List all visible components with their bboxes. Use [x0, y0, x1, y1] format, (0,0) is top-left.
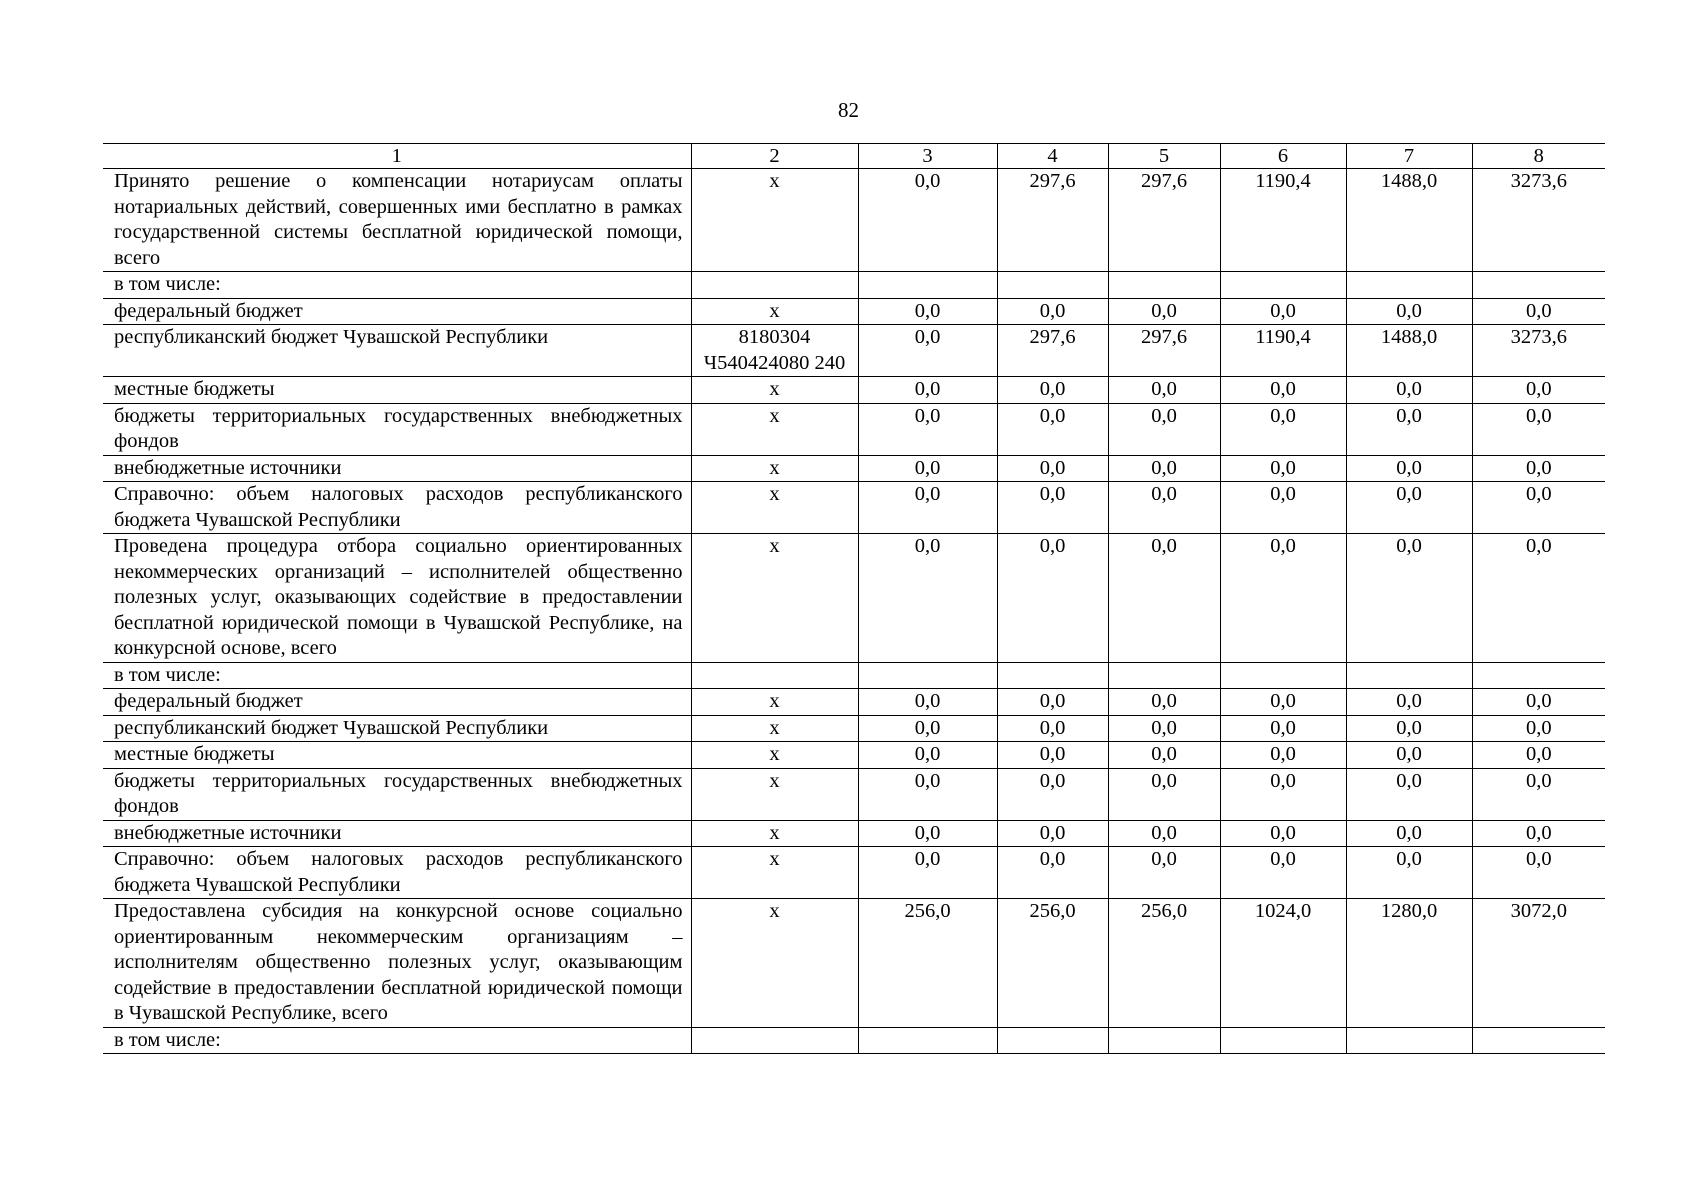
- budget-classification-code: х: [691, 689, 858, 716]
- value-cell: 0,0: [997, 768, 1108, 820]
- value-cell: 0,0: [1346, 298, 1472, 325]
- table-row: [103, 820, 1605, 847]
- table-row: [103, 662, 1605, 689]
- budget-classification-code: х: [691, 298, 858, 325]
- column-header: 7: [1346, 144, 1472, 169]
- table-row: [103, 482, 1605, 534]
- value-cell: 0,0: [1108, 742, 1220, 769]
- table-row: [103, 455, 1605, 482]
- budget-classification-code: х: [691, 742, 858, 769]
- value-cell: 0,0: [1346, 742, 1472, 769]
- table-row: [103, 534, 1605, 663]
- value-cell: 0,0: [858, 689, 997, 716]
- row-description: бюджеты территориальных государственных внебюджетных фондов: [103, 403, 691, 455]
- value-cell: 0,0: [997, 298, 1108, 325]
- value-cell: [1346, 272, 1472, 299]
- value-cell: 0,0: [997, 377, 1108, 404]
- row-description: в том числе:: [103, 1027, 691, 1054]
- value-cell: 256,0: [997, 899, 1108, 1028]
- table-row: [103, 768, 1605, 820]
- value-cell: 0,0: [1220, 403, 1346, 455]
- value-cell: 0,0: [1220, 298, 1346, 325]
- value-cell: 256,0: [858, 899, 997, 1028]
- value-cell: 0,0: [1220, 742, 1346, 769]
- budget-table: [103, 143, 1605, 1054]
- value-cell: 297,6: [997, 169, 1108, 272]
- value-cell: [997, 272, 1108, 299]
- value-cell: 0,0: [1108, 847, 1220, 899]
- value-cell: 0,0: [1108, 298, 1220, 325]
- budget-classification-code: [691, 1027, 858, 1054]
- value-cell: 0,0: [1220, 482, 1346, 534]
- row-description: в том числе:: [103, 662, 691, 689]
- value-cell: 0,0: [997, 534, 1108, 663]
- value-cell: 0,0: [1472, 534, 1605, 663]
- value-cell: 297,6: [1108, 169, 1220, 272]
- value-cell: 0,0: [1220, 455, 1346, 482]
- value-cell: 1190,4: [1220, 325, 1346, 377]
- row-description: Предоставлена субсидия на конкурсной основе социально ориентированным некоммерческим организациям – исполнителям общественно полезных услуг, оказывающим содействие в предоставлении бесплатной юридической помощи в Чувашской Республике, всего: [103, 899, 691, 1028]
- value-cell: 0,0: [1108, 403, 1220, 455]
- value-cell: [1472, 662, 1605, 689]
- table-row: [103, 325, 1605, 377]
- budget-classification-code: 8180304 Ч540424080 240: [691, 325, 858, 377]
- column-header: 4: [997, 144, 1108, 169]
- table-row: [103, 742, 1605, 769]
- value-cell: 1488,0: [1346, 325, 1472, 377]
- budget-classification-code: х: [691, 403, 858, 455]
- budget-classification-code: х: [691, 847, 858, 899]
- value-cell: 0,0: [1108, 768, 1220, 820]
- value-cell: 0,0: [1346, 715, 1472, 742]
- value-cell: [997, 1027, 1108, 1054]
- table-row: [103, 899, 1605, 1028]
- row-description: местные бюджеты: [103, 742, 691, 769]
- row-description: Справочно: объем налоговых расходов республиканского бюджета Чувашской Республики: [103, 482, 691, 534]
- value-cell: 0,0: [1472, 715, 1605, 742]
- table-header-row: [103, 144, 1605, 169]
- table-row: [103, 298, 1605, 325]
- value-cell: 1024,0: [1220, 899, 1346, 1028]
- value-cell: 0,0: [1108, 482, 1220, 534]
- value-cell: 0,0: [997, 847, 1108, 899]
- value-cell: 297,6: [997, 325, 1108, 377]
- value-cell: 0,0: [858, 715, 997, 742]
- value-cell: 0,0: [858, 455, 997, 482]
- value-cell: 0,0: [1472, 298, 1605, 325]
- column-header: 1: [103, 144, 691, 169]
- row-description: бюджеты территориальных государственных внебюджетных фондов: [103, 768, 691, 820]
- value-cell: 0,0: [997, 455, 1108, 482]
- value-cell: [1472, 1027, 1605, 1054]
- row-description: республиканский бюджет Чувашской Республики: [103, 715, 691, 742]
- column-header: 2: [691, 144, 858, 169]
- value-cell: 0,0: [1472, 768, 1605, 820]
- row-description: федеральный бюджет: [103, 689, 691, 716]
- value-cell: [1220, 662, 1346, 689]
- table-row: [103, 715, 1605, 742]
- table-row: [103, 272, 1605, 299]
- column-header: 8: [1472, 144, 1605, 169]
- page-number: 82: [838, 98, 859, 122]
- value-cell: 0,0: [1346, 377, 1472, 404]
- value-cell: 0,0: [1108, 820, 1220, 847]
- value-cell: 0,0: [1346, 534, 1472, 663]
- value-cell: 0,0: [1472, 689, 1605, 716]
- value-cell: [1346, 662, 1472, 689]
- table-row: [103, 1027, 1605, 1054]
- value-cell: 1488,0: [1346, 169, 1472, 272]
- budget-classification-code: х: [691, 169, 858, 272]
- value-cell: [1220, 1027, 1346, 1054]
- value-cell: 0,0: [1472, 742, 1605, 769]
- value-cell: 0,0: [1108, 689, 1220, 716]
- value-cell: [1346, 1027, 1472, 1054]
- value-cell: 0,0: [997, 689, 1108, 716]
- value-cell: 0,0: [858, 169, 997, 272]
- value-cell: 0,0: [1472, 377, 1605, 404]
- value-cell: 0,0: [1220, 689, 1346, 716]
- value-cell: 0,0: [1346, 820, 1472, 847]
- column-header: 6: [1220, 144, 1346, 169]
- table-body: [103, 169, 1605, 1054]
- value-cell: 0,0: [1346, 455, 1472, 482]
- row-description: республиканский бюджет Чувашской Республики: [103, 325, 691, 377]
- value-cell: [858, 662, 997, 689]
- row-description: федеральный бюджет: [103, 298, 691, 325]
- value-cell: [1472, 272, 1605, 299]
- row-description: внебюджетные источники: [103, 455, 691, 482]
- table-row: [103, 689, 1605, 716]
- budget-classification-code: [691, 272, 858, 299]
- value-cell: 0,0: [997, 742, 1108, 769]
- value-cell: 0,0: [1346, 768, 1472, 820]
- value-cell: 0,0: [1472, 820, 1605, 847]
- value-cell: [858, 1027, 997, 1054]
- value-cell: 0,0: [997, 482, 1108, 534]
- value-cell: 0,0: [997, 403, 1108, 455]
- value-cell: [1220, 272, 1346, 299]
- row-description: внебюджетные источники: [103, 820, 691, 847]
- budget-classification-code: х: [691, 534, 858, 663]
- value-cell: 1280,0: [1346, 899, 1472, 1028]
- value-cell: [1108, 272, 1220, 299]
- value-cell: 0,0: [1108, 455, 1220, 482]
- budget-classification-code: х: [691, 899, 858, 1028]
- value-cell: 0,0: [858, 325, 997, 377]
- value-cell: 0,0: [1108, 534, 1220, 663]
- value-cell: 0,0: [858, 768, 997, 820]
- value-cell: 0,0: [1220, 820, 1346, 847]
- value-cell: [1108, 662, 1220, 689]
- value-cell: [1108, 1027, 1220, 1054]
- budget-classification-code: [691, 662, 858, 689]
- row-description: местные бюджеты: [103, 377, 691, 404]
- value-cell: 0,0: [858, 403, 997, 455]
- column-header: 3: [858, 144, 997, 169]
- budget-classification-code: х: [691, 455, 858, 482]
- budget-classification-code: х: [691, 377, 858, 404]
- value-cell: 0,0: [1472, 847, 1605, 899]
- value-cell: 1190,4: [1220, 169, 1346, 272]
- value-cell: 0,0: [1220, 534, 1346, 663]
- table-row: [103, 847, 1605, 899]
- value-cell: 0,0: [1472, 403, 1605, 455]
- row-description: Проведена процедура отбора социально ориентированных некоммерческих организаций – исполнителей общественно полезных услуг, оказывающих содействие в предоставлении бесплатной юридической помощи в Чувашской Республике, на конкурсной основе, всего: [103, 534, 691, 663]
- value-cell: 0,0: [997, 715, 1108, 742]
- row-description: Справочно: объем налоговых расходов республиканского бюджета Чувашской Республики: [103, 847, 691, 899]
- value-cell: 0,0: [858, 742, 997, 769]
- value-cell: 0,0: [858, 298, 997, 325]
- value-cell: 0,0: [1346, 847, 1472, 899]
- value-cell: 0,0: [1346, 403, 1472, 455]
- value-cell: 0,0: [858, 534, 997, 663]
- value-cell: 3072,0: [1472, 899, 1605, 1028]
- budget-classification-code: х: [691, 482, 858, 534]
- table-row: [103, 377, 1605, 404]
- value-cell: 0,0: [1220, 847, 1346, 899]
- value-cell: 0,0: [1346, 689, 1472, 716]
- row-description: в том числе:: [103, 272, 691, 299]
- budget-classification-code: х: [691, 820, 858, 847]
- value-cell: [858, 272, 997, 299]
- value-cell: 0,0: [858, 377, 997, 404]
- budget-classification-code: х: [691, 715, 858, 742]
- value-cell: 0,0: [1220, 377, 1346, 404]
- value-cell: 0,0: [1220, 768, 1346, 820]
- row-description: Принято решение о компенсации нотариусам оплаты нотариальных действий, совершенных ими бесплатно в рамках государственной системы бесплатной юридической помощи, всего: [103, 169, 691, 272]
- value-cell: 0,0: [1346, 482, 1472, 534]
- table-row: [103, 169, 1605, 272]
- value-cell: 256,0: [1108, 899, 1220, 1028]
- value-cell: 0,0: [1108, 377, 1220, 404]
- value-cell: 0,0: [1472, 455, 1605, 482]
- value-cell: 0,0: [1108, 715, 1220, 742]
- value-cell: 0,0: [858, 820, 997, 847]
- value-cell: 0,0: [858, 482, 997, 534]
- value-cell: 0,0: [997, 820, 1108, 847]
- budget-classification-code: х: [691, 768, 858, 820]
- value-cell: 297,6: [1108, 325, 1220, 377]
- column-header: 5: [1108, 144, 1220, 169]
- value-cell: [997, 662, 1108, 689]
- table-row: [103, 403, 1605, 455]
- value-cell: 3273,6: [1472, 325, 1605, 377]
- value-cell: 0,0: [1220, 715, 1346, 742]
- value-cell: 3273,6: [1472, 169, 1605, 272]
- value-cell: 0,0: [1472, 482, 1605, 534]
- value-cell: 0,0: [858, 847, 997, 899]
